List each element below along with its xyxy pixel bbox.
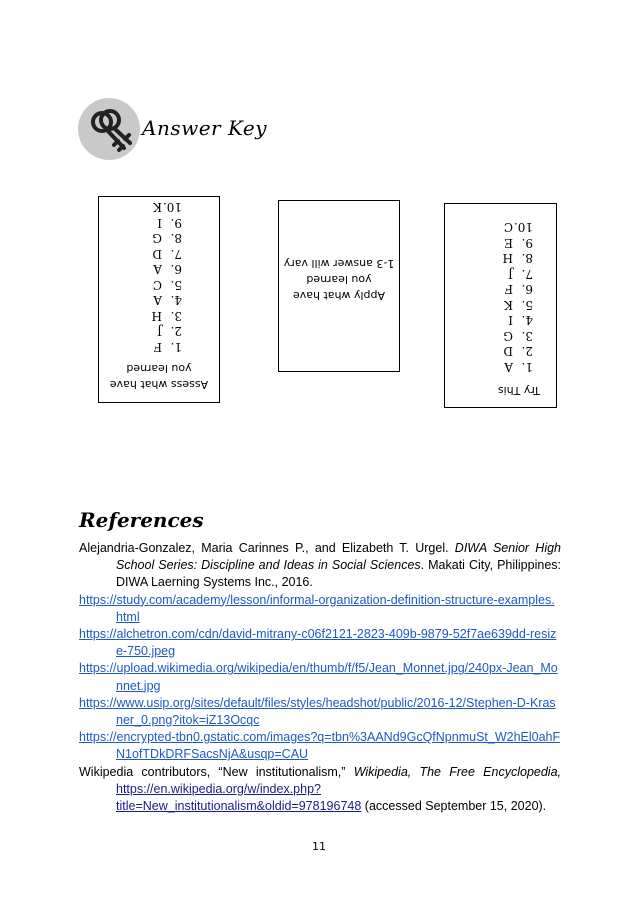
try-this-answer-list xyxy=(503,219,533,374)
assess-heading-line1: Assess what have xyxy=(109,378,209,391)
reference-link[interactable]: https://www.usip.org/sites/default/files/styles/headshot/public/2016-12/Stephen-D-Krasner_0.png?itok=iZ13Ocqc xyxy=(79,695,556,728)
list-item: 10.K xyxy=(153,200,182,215)
assess-answer-list xyxy=(152,199,182,354)
try-this-answer-box xyxy=(444,203,557,408)
keys-icon xyxy=(78,98,140,160)
list-item: 5.C xyxy=(152,278,182,292)
list-item: 9.I xyxy=(157,216,182,230)
list-item: 4.I xyxy=(508,313,533,328)
apply-line3: 1-3 answer will vary xyxy=(283,257,395,270)
reference-link-1 xyxy=(79,592,561,626)
list-item: 7.J xyxy=(508,267,533,281)
apply-line1: Apply what have xyxy=(292,289,386,302)
list-item: 2.J xyxy=(157,324,182,339)
reference-link-4 xyxy=(79,695,561,729)
apply-text xyxy=(279,255,399,303)
reference-link-3 xyxy=(79,660,561,694)
list-item: 7.D xyxy=(152,247,182,261)
page-number: 11 xyxy=(312,840,326,853)
list-item: 6.F xyxy=(504,282,533,297)
reference-wikipedia: Wikipedia contributors, “New institutionalism,” Wikipedia, The Free Encyclopedia, https://en.wikipedia.org/w/index.php?title=New_institutionalism&oldid=978196748 (accessed September 15, 2020). xyxy=(79,764,562,814)
assess-heading-line2: you learned xyxy=(126,362,192,375)
reference-link[interactable]: https://study.com/academy/lesson/informal-organization-definition-structure-examples.html xyxy=(79,592,555,624)
assess-heading xyxy=(109,360,209,392)
reference-link-5 xyxy=(79,729,561,763)
list-item: 8.H xyxy=(502,251,533,266)
reference-link[interactable]: https://upload.wikimedia.org/wikipedia/en/thumb/f/f5/Jean_Monnet.jpg/240px-Jean_Monnet.jpg xyxy=(79,661,558,693)
apply-line2: you learned xyxy=(306,273,372,286)
assess-answer-box xyxy=(98,196,220,403)
list-item: 9.E xyxy=(504,236,533,250)
reference-link-2 xyxy=(79,626,561,660)
list-item: 3.G xyxy=(503,329,533,343)
references-title: References xyxy=(79,508,204,532)
apply-answer-box xyxy=(278,200,400,372)
list-item: 8.G xyxy=(152,231,182,246)
list-item: 1.F xyxy=(153,340,182,354)
list-item: 5.K xyxy=(504,298,533,312)
try-this-heading: Try This xyxy=(497,384,540,397)
list-item: 6.A xyxy=(153,262,182,277)
references-list xyxy=(79,540,561,815)
list-item: 3.H xyxy=(151,309,182,323)
list-item: 10.C xyxy=(503,220,533,235)
list-item: 2.D xyxy=(503,344,533,359)
wikipedia-link[interactable]: https://en.wikipedia.org/w/index.php?title=New_institutionalism&oldid=978196748 xyxy=(116,781,362,814)
reference-book: Alejandria-Gonzalez, Maria Carinnes P., and Elizabeth T. Urgel. DIWA Senior High School Series: Discipline and Ideas in Social Sciences. Makati City, Philippines: DIWA Laerning Systems Inc., 2016. xyxy=(79,541,562,590)
answer-key-title: Answer Key xyxy=(142,116,267,140)
list-item: 1.A xyxy=(504,360,533,374)
reference-link[interactable]: https://encrypted-tbn0.gstatic.com/images?q=tbn%3AANd9GcQfNpnmuSt_W2hEl0ahFN1ofTDkDRFSacsNjA&usqp=CAU xyxy=(79,730,561,762)
list-item: 4.A xyxy=(153,293,182,308)
reference-link[interactable]: https://alchetron.com/cdn/david-mitrany-c06f2121-2823-409b-9879-52f7ae639dd-resize-750.jpeg xyxy=(79,627,557,659)
